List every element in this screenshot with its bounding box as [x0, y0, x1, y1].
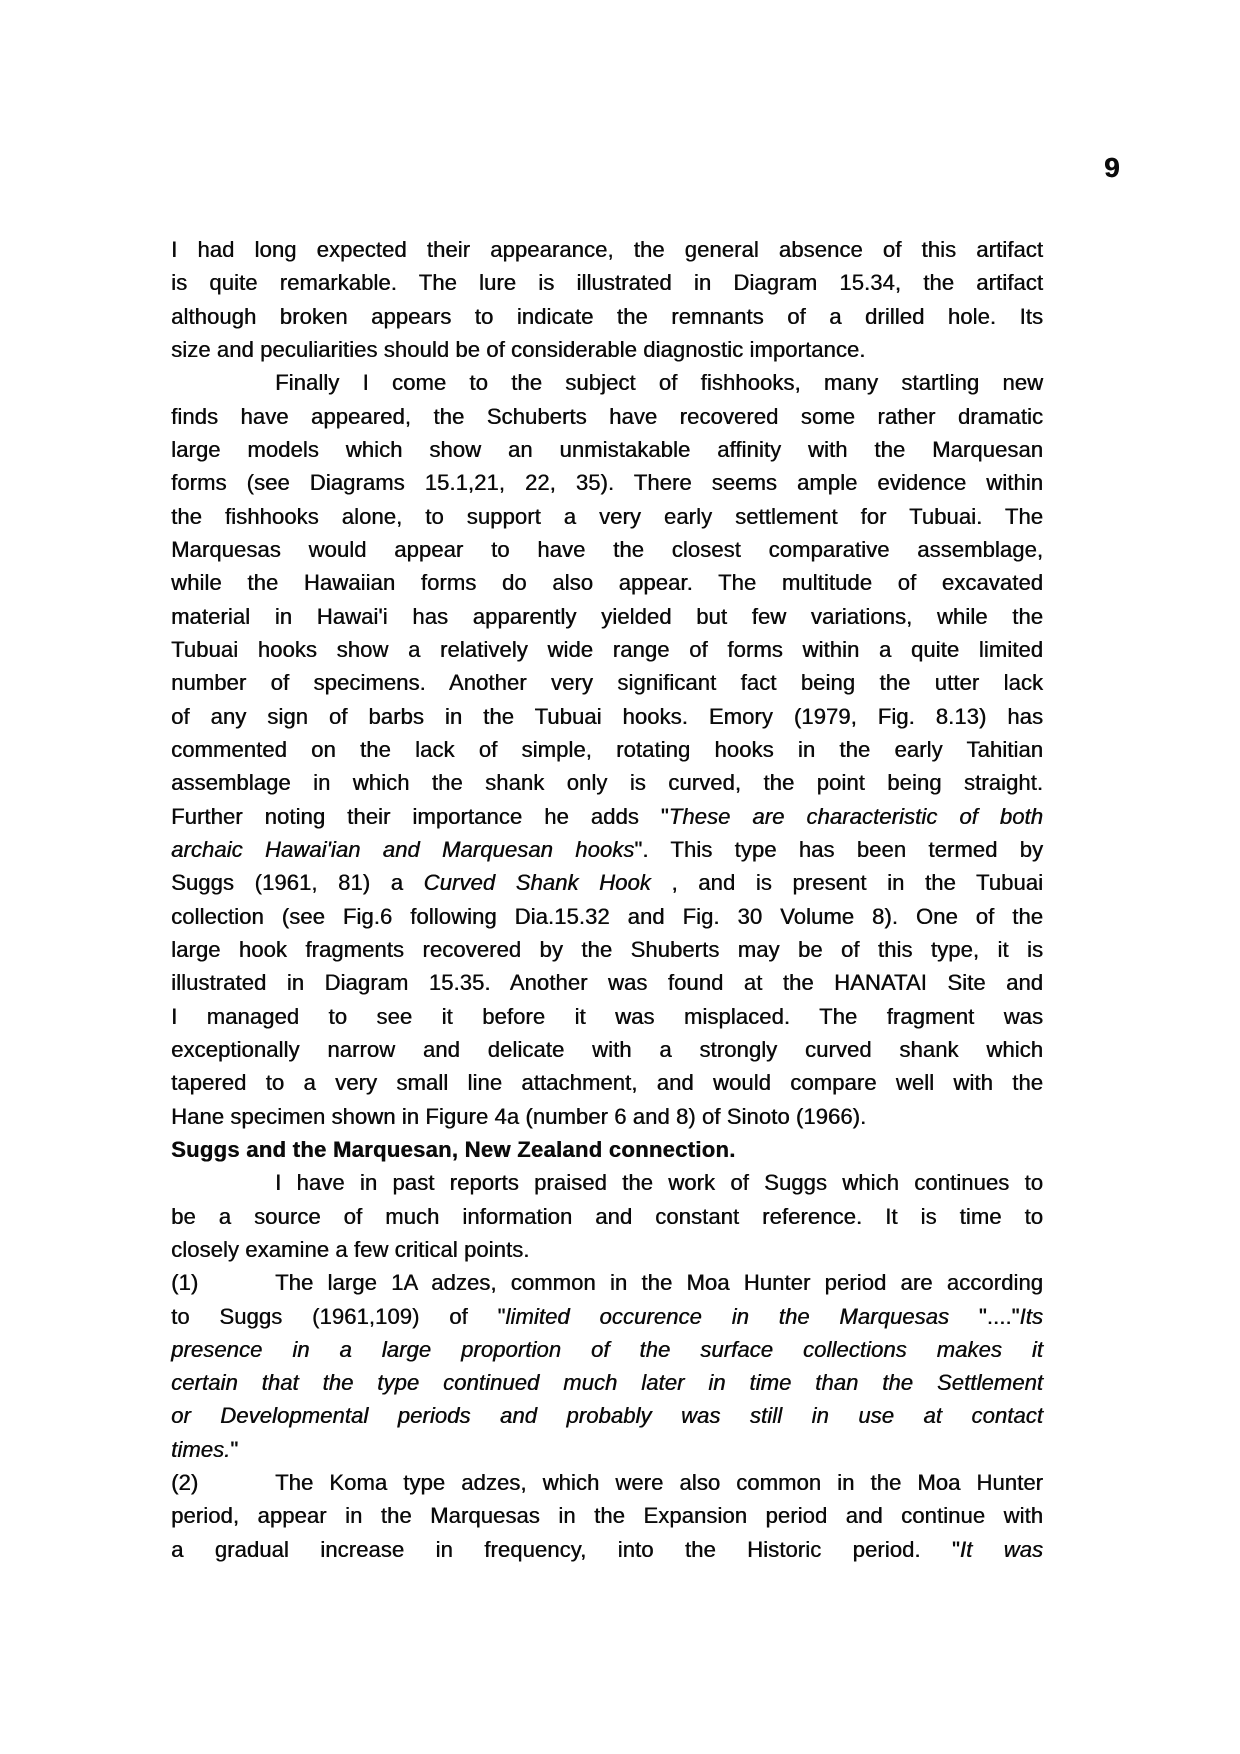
text-run: large models which show an unmistakable affinity with the Marquesan — [171, 436, 1043, 462]
text-run: " — [230, 1436, 239, 1462]
text-line — [171, 333, 1043, 366]
text-run: Curved Shank Hook — [423, 870, 651, 896]
text-run: a gradual increase in frequency, into the Historic period. " — [171, 1536, 960, 1562]
text-run: archaic Hawai'ian and Marquesan hooks — [171, 836, 635, 862]
text-line — [171, 433, 1043, 466]
text-line — [171, 900, 1043, 933]
text-line — [171, 1266, 1043, 1299]
text-line — [171, 1300, 1043, 1333]
text-run: Further noting their importance he adds " — [171, 803, 669, 829]
text-line — [171, 933, 1043, 966]
text-run: period, appear in the Marquesas in the Expansion period and continue with — [171, 1503, 1043, 1529]
list-item-text — [275, 1266, 1043, 1299]
text-line — [171, 700, 1043, 733]
text-run: assemblage in which the shank only is curved, the point being straight. — [171, 770, 1043, 796]
text-line — [171, 800, 1043, 833]
text-run: Suggs and the Marquesan, New Zealand connection. — [171, 1136, 736, 1162]
text-run: Its — [1019, 1303, 1043, 1329]
text-run: collection (see Fig.6 following Dia.15.32 and Fig. 30 Volume 8). One of the — [171, 903, 1043, 929]
text-run: Tubuai hooks show a relatively wide range of forms within a quite limited — [171, 636, 1043, 662]
page-number: 9 — [1104, 152, 1121, 183]
text-run: These are characteristic of both — [668, 803, 1043, 829]
text-line — [171, 866, 1043, 899]
text-line — [171, 1533, 1043, 1566]
text-run: ". This type has been termed by — [634, 836, 1044, 862]
text-line — [171, 1100, 1043, 1133]
text-line — [171, 666, 1043, 699]
text-line — [171, 733, 1043, 766]
text-line — [171, 266, 1043, 299]
text-run: although broken appears to indicate the remnants of a drilled hole. Its — [171, 303, 1043, 329]
text-run: size and peculiarities should be of considerable diagnostic importance. — [171, 336, 866, 362]
text-run: be a source of much information and constant reference. It is time to — [171, 1203, 1043, 1229]
text-line — [171, 1333, 1043, 1366]
text-run: Marquesas would appear to have the closest comparative assemblage, — [171, 536, 1043, 562]
text-run: limited occurence in the Marquesas — [505, 1303, 979, 1329]
text-run: I have in past reports praised the work of Suggs which continues to — [275, 1170, 1043, 1196]
text-line — [171, 566, 1043, 599]
text-run: commented on the lack of simple, rotating hooks in the early Tahitian — [171, 736, 1043, 762]
text-run: to Suggs (1961,109) of " — [171, 1303, 506, 1329]
text-line — [171, 466, 1043, 499]
text-run: material in Hawai'i has apparently yielded but few variations, while the — [171, 603, 1043, 629]
text-line — [171, 833, 1043, 866]
text-line — [171, 966, 1043, 999]
list-number: (2) — [171, 1470, 199, 1496]
text-line — [171, 400, 1043, 433]
text-line — [171, 1366, 1043, 1399]
text-run: or Developmental periods and probably was still in use at contact — [171, 1403, 1043, 1429]
text-line — [171, 500, 1043, 533]
text-run: of any sign of barbs in the Tubuai hooks. Emory (1979, Fig. 8.13) has — [171, 703, 1043, 729]
text-line — [171, 1499, 1043, 1532]
list-number: (1) — [171, 1270, 199, 1296]
text-line — [171, 1033, 1043, 1066]
text-line — [171, 1166, 1043, 1199]
text-run: I had long expected their appearance, the general absence of this artifact — [171, 237, 1043, 262]
text-line — [171, 766, 1043, 799]
text-run: while the Hawaiian forms do also appear. The multitude of excavated — [171, 570, 1043, 596]
section-heading — [171, 1133, 1043, 1166]
text-run: finds have appeared, the Schuberts have recovered some rather dramatic — [171, 403, 1043, 429]
text-line — [171, 366, 1043, 399]
text-line — [171, 1433, 1043, 1466]
text-line — [171, 300, 1043, 333]
text-block — [171, 233, 1043, 1566]
text-run: Suggs (1961, 81) a — [171, 870, 424, 896]
text-line — [171, 1466, 1043, 1499]
text-run: closely examine a few critical points. — [171, 1236, 530, 1262]
text-run: exceptionally narrow and delicate with a strongly curved shank which — [171, 1036, 1043, 1062]
text-run: illustrated in Diagram 15.35. Another was found at the HANATAI Site and — [171, 970, 1043, 996]
text-line — [171, 1399, 1043, 1432]
text-run: times. — [171, 1436, 231, 1462]
text-run: It was — [959, 1536, 1044, 1562]
text-run: number of specimens. Another very significant fact being the utter lack — [171, 670, 1043, 696]
text-run: large hook fragments recovered by the Shuberts may be of this type, it is — [171, 936, 1043, 962]
text-run: is quite remarkable. The lure is illustrated in Diagram 15.34, the artifact — [171, 270, 1043, 296]
text-run: certain that the type continued much later in time than the Settlement — [171, 1370, 1043, 1396]
text-run: the fishhooks alone, to support a very early settlement for Tubuai. The — [171, 503, 1043, 529]
text-line — [171, 1000, 1043, 1033]
text-line — [171, 233, 1043, 266]
text-run: I managed to see it before it was misplaced. The fragment was — [171, 1003, 1043, 1029]
text-line — [171, 533, 1043, 566]
text-line — [171, 633, 1043, 666]
text-run: , and is present in the Tubuai — [650, 870, 1043, 896]
text-run: tapered to a very small line attachment, and would compare well with the — [171, 1070, 1043, 1096]
text-run: The large 1A adzes, common in the Moa Hunter period are according — [275, 1270, 1043, 1296]
list-item-text — [275, 1466, 1043, 1499]
text-line — [171, 1200, 1043, 1233]
text-run: Finally I come to the subject of fishhooks, many startling new — [275, 370, 1043, 396]
text-run: forms (see Diagrams 15.1,21, 22, 35). There seems ample evidence within — [171, 470, 1043, 496]
text-run: "...." — [978, 1303, 1020, 1329]
text-run: Hane specimen shown in Figure 4a (number 6 and 8) of Sinoto (1966). — [171, 1103, 867, 1129]
text-run: The Koma type adzes, which were also common in the Moa Hunter — [275, 1470, 1043, 1496]
text-run: presence in a large proportion of the surface collections makes it — [171, 1336, 1043, 1362]
text-line — [171, 1233, 1043, 1266]
text-line — [171, 600, 1043, 633]
text-line — [171, 1066, 1043, 1099]
